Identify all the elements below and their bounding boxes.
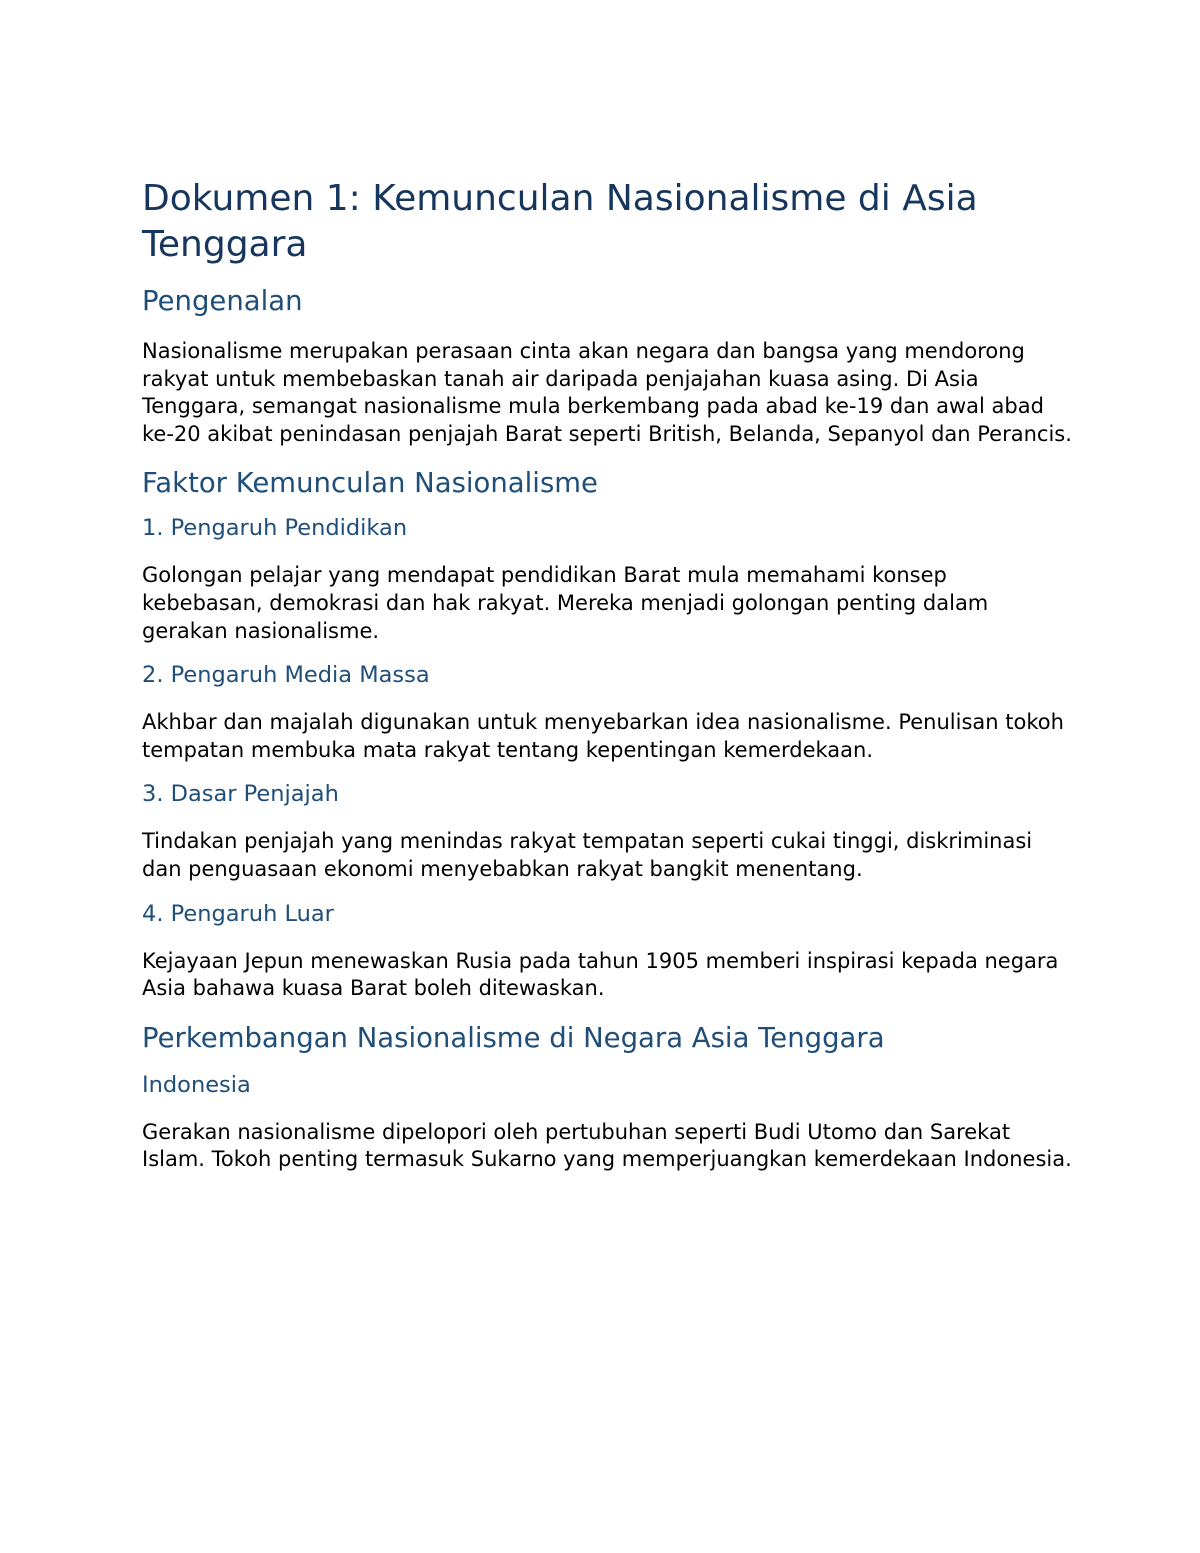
intro-paragraph: Nasionalisme merupakan perasaan cinta akan negara dan bangsa yang mendorong rakyat untuk membebaskan tanah air daripada penjajahan kuasa asing. Di Asia Tenggara, semangat nasionalisme mula berkembang pada abad ke-19 dan awal abad ke-20 akibat penindasan penjajah Barat seperti British, Belanda, Sepanyol dan Perancis.	[142, 339, 1072, 446]
factor-1-paragraph: Golongan pelajar yang mendapat pendidikan Barat mula memahami konsep kebebasan, demokrasi dan hak rakyat. Mereka menjadi golongan penting dalam gerakan nasionalisme.	[142, 563, 989, 643]
factor-4-paragraph: Kejayaan Jepun menewaskan Rusia pada tahun 1905 memberi inspirasi kepada negara Asia bahawa kuasa Barat boleh ditewaskan.	[142, 948, 1059, 1001]
factors-heading: Faktor Kemunculan Nasionalisme	[142, 467, 598, 500]
factor-4-heading: 4. Pengaruh Luar	[142, 900, 334, 927]
document-page	[142, 176, 1072, 1174]
factor-2-paragraph: Akhbar dan majalah digunakan untuk menyebarkan idea nasionalisme. Penulisan tokoh tempatan membuka mata rakyat tentang kepentingan kemerdekaan.	[142, 710, 1064, 762]
factor-3-paragraph: Tindakan penjajah yang menindas rakyat tempatan seperti cukai tinggi, diskriminasi dan penguasaan ekonomi menyebabkan rakyat bangkit menentang.	[142, 829, 1033, 881]
document-title: Dokumen 1: Kemunculan Nasionalisme di Asia Tenggara	[142, 178, 978, 265]
factor-3-heading: 3. Dasar Penjajah	[142, 781, 339, 808]
intro-heading: Pengenalan	[142, 285, 303, 317]
factor-2-heading: 2. Pengaruh Media Massa	[142, 662, 430, 689]
factor-1-heading: 1. Pengaruh Pendidikan	[142, 515, 408, 542]
development-heading: Perkembangan Nasionalisme di Negara Asia Tenggara	[142, 1021, 885, 1054]
country-indonesia-heading: Indonesia	[142, 1071, 251, 1098]
country-indonesia-paragraph: Gerakan nasionalisme dipelopori oleh pertubuhan seperti Budi Utomo dan Sarekat Islam. Tokoh penting termasuk Sukarno yang memperjuangkan kemerdekaan Indonesia.	[142, 1119, 1072, 1172]
